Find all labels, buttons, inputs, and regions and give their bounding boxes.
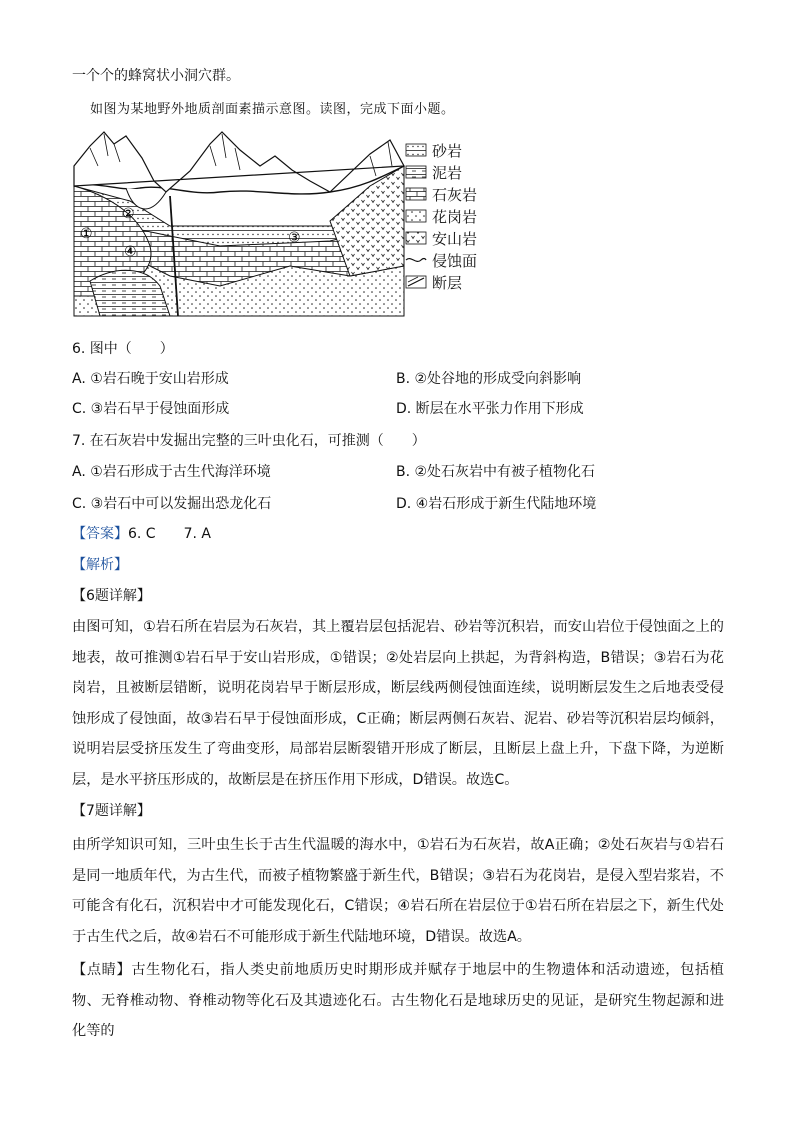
q6-option-b: B. ②处谷地的形成受向斜影响 xyxy=(396,371,582,387)
legend-limestone: 石灰岩 xyxy=(432,186,478,204)
label-2 xyxy=(122,206,135,222)
analysis-label: 【解析】 xyxy=(72,557,128,573)
q7-stem: 7. 在石灰岩中发掘出完整的三叶虫化石，可推测（ ） xyxy=(72,433,426,449)
q6-option-c: C. ③岩石早于侵蚀面形成 xyxy=(72,401,230,417)
q7-option-a: A. ①岩石形成于古生代海洋环境 xyxy=(72,464,271,480)
legend-granite: 花岗岩 xyxy=(432,208,478,226)
answer-label: 【答案】 xyxy=(72,526,128,542)
label-1 xyxy=(80,226,93,242)
q6-option-d: D. 断层在水平张力作用下形成 xyxy=(396,401,584,417)
legend xyxy=(406,142,477,292)
q7-detail-paragraph: 由所学知识可知，三叶虫生长于古生代温暖的海水中，①岩石为石灰岩，故A正确；②处石灰岩与①岩石是同一地质年代，为古生代，而被子植物繁盛于新生代，B错误；③岩石为花岗岩，是侵入型岩浆岩，不可能含有化石，沉积岩中才可能发现化石，C错误；④岩石所在岩层位于①岩石所在岩层之下，新生代处于古生代之后，故④岩石不可能形成于新生代陆地环境，D错误。故选A。 xyxy=(72,837,724,945)
q7-detail-label: 【7题详解】 xyxy=(72,803,151,819)
geologic-section-figure xyxy=(70,126,490,326)
q7-option-c: C. ③岩石中可以发掘出恐龙化石 xyxy=(72,496,272,512)
intro-line: 一个个的蜂窝状小洞穴群。 xyxy=(72,68,240,84)
legend-mudstone: 泥岩 xyxy=(432,164,463,182)
figure-caption: 如图为某地野外地质剖面素描示意图。读图，完成下面小题。 xyxy=(90,102,455,117)
q7-option-b: B. ②处石灰岩中有被子植物化石 xyxy=(396,464,596,480)
q6-detail-label: 【6题详解】 xyxy=(72,588,151,604)
legend-erosion-surface: 侵蚀面 xyxy=(432,252,478,270)
legend-fault: 断层 xyxy=(432,274,463,292)
label-4 xyxy=(124,244,137,260)
answer-line xyxy=(72,524,211,544)
svg-text:④: ④ xyxy=(124,244,137,260)
tip-text: 古生物化石，指人类史前地质历史时期形成并赋存于地层中的生物遗体和活动遗迹，包括植物、无脊椎动物、脊椎动物等化石及其遗迹化石。古生物化石是地球历史的见证，是研究生物起源和进化等的 xyxy=(72,962,724,1040)
svg-text:②: ② xyxy=(122,206,135,222)
q6-detail-paragraph: 由图可知，①岩石所在岩层为石灰岩，其上覆岩层包括泥岩、砂岩等沉积岩，而安山岩位于侵蚀面之上的地表，故可推测①岩石早于安山岩形成，①错误；②处岩层向上拱起，为背斜构造，B错误；③岩石为花岗岩，且被断层错断，说明花岗岩早于断层形成，断层线两侧侵蚀面连续，说明断层发生之后地表受侵蚀形成了侵蚀面，故③岩石早于侵蚀面形成，C正确；断层两侧石灰岩、泥岩、砂岩等沉积岩层均倾斜，说明岩层受挤压发生了弯曲变形，局部岩层断裂错开形成了断层，且断层上盘上升，下盘下降，为逆断层，是水平挤压形成的，故断层是在挤压作用下形成，D错误。故选C。 xyxy=(72,619,724,788)
q7-option-d: D. ④岩石形成于新生代陆地环境 xyxy=(396,496,597,512)
label-3 xyxy=(288,230,301,246)
tip-paragraph xyxy=(72,955,724,1047)
legend-andesite: 安山岩 xyxy=(432,230,478,248)
answer-text: 6. C 7. A xyxy=(128,526,211,542)
q6-option-a: A. ①岩石晚于安山岩形成 xyxy=(72,371,229,387)
svg-text:③: ③ xyxy=(288,230,301,246)
tip-label: 【点睛】 xyxy=(72,962,132,978)
legend-sandstone: 砂岩 xyxy=(432,142,463,160)
svg-text:①: ① xyxy=(80,226,93,242)
q6-stem: 6. 图中（ ） xyxy=(72,341,174,357)
